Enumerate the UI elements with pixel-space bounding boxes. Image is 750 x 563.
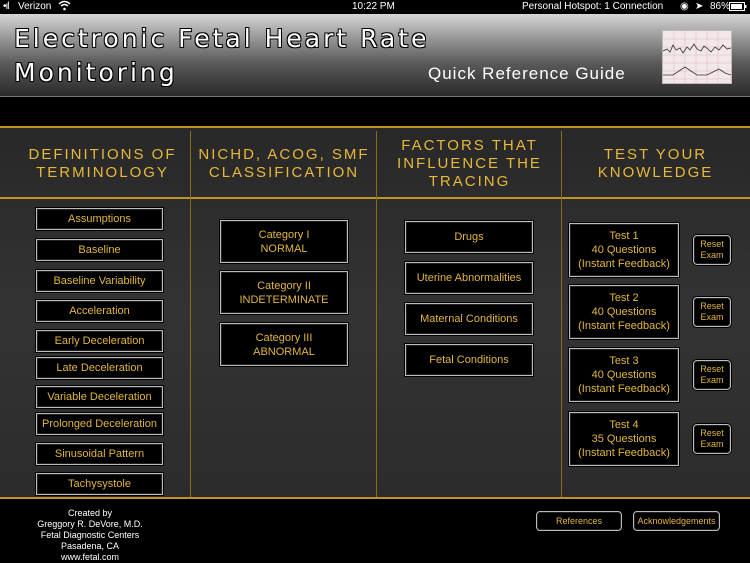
definition-prolonged-deceleration-button[interactable]: Prolonged Deceleration: [36, 413, 163, 435]
category-1-button[interactable]: Category I NORMAL: [220, 220, 348, 263]
carrier-name: Verizon: [18, 1, 52, 12]
heading-tests: TEST YOUR KNOWLEDGE: [597, 146, 714, 181]
column-divider: [190, 131, 191, 497]
test-3-button[interactable]: Test 3 40 Questions (Instant Feedback): [569, 348, 679, 402]
factor-maternal-conditions-button[interactable]: Maternal Conditions: [405, 303, 533, 335]
heading-definitions: DEFINITIONS OF TERMINOLOGY: [28, 146, 177, 181]
credits-block: [0, 508, 180, 563]
wifi-icon: [58, 0, 71, 14]
category-3-button[interactable]: Category III ABNORMAL: [220, 323, 348, 366]
app-header: [0, 14, 750, 97]
definition-sinusoidal-pattern-button[interactable]: Sinusoidal Pattern: [36, 443, 163, 465]
lock-rotation-icon: ◉: [680, 1, 689, 12]
column-divider: [376, 131, 377, 497]
test-1-button[interactable]: Test 1 40 Questions (Instant Feedback): [569, 223, 679, 277]
factor-drugs-button[interactable]: Drugs: [405, 221, 533, 253]
factor-uterine-abnormalities-button[interactable]: Uterine Abnormalities: [405, 262, 533, 294]
hotspot-status: Personal Hotspot: 1 Connection: [522, 1, 664, 12]
page-title-line1: Electronic Fetal Heart Rate: [14, 24, 430, 53]
page-subtitle: Quick Reference Guide: [428, 64, 626, 83]
ctg-trace-thumbnail: [662, 30, 732, 84]
battery-icon: [729, 2, 747, 14]
status-bar: [0, 0, 750, 14]
definition-assumptions-button[interactable]: Assumptions: [36, 208, 163, 230]
credits-website: www.fetal.com: [60, 552, 120, 562]
clock-time: 10:22 PM: [352, 1, 395, 12]
test-2-button[interactable]: Test 2 40 Questions (Instant Feedback): [569, 285, 679, 339]
page-title-line2: Monitoring: [14, 58, 178, 87]
reset-exam-1-button[interactable]: Reset Exam: [693, 235, 731, 265]
category-2-button[interactable]: Category II INDETERMINATE: [220, 271, 348, 314]
divider-bottom: [0, 497, 750, 499]
definition-late-deceleration-button[interactable]: Late Deceleration: [36, 357, 163, 379]
definition-acceleration-button[interactable]: Acceleration: [36, 300, 163, 322]
reset-exam-4-button[interactable]: Reset Exam: [693, 424, 731, 454]
location-icon: ➤: [695, 1, 704, 12]
definition-baseline-variability-button[interactable]: Baseline Variability: [36, 270, 163, 292]
credits-line: Pasadena, CA: [60, 541, 120, 551]
references-button[interactable]: References: [536, 511, 622, 531]
definition-variable-deceleration-button[interactable]: Variable Deceleration: [36, 386, 163, 408]
signal-bars-icon: •ıl: [3, 1, 9, 12]
test-4-button[interactable]: Test 4 35 Questions (Instant Feedback): [569, 412, 679, 466]
definition-tachysystole-button[interactable]: Tachysystole: [36, 473, 163, 495]
definition-early-deceleration-button[interactable]: Early Deceleration: [36, 330, 163, 352]
column-divider: [561, 131, 562, 497]
battery-percent: 86%: [710, 1, 731, 12]
reset-exam-2-button[interactable]: Reset Exam: [693, 297, 731, 327]
credits-author: Greggory R. DeVore, M.D.: [37, 519, 143, 529]
divider-headers: [0, 197, 750, 199]
credits-line: Created by: [67, 508, 113, 518]
heading-classification: NICHD, ACOG, SMF CLASSIFICATION: [198, 146, 370, 181]
acknowledgements-button[interactable]: Acknowledgements: [633, 511, 720, 531]
credits-line: Fetal Diagnostic Centers: [40, 530, 140, 540]
heading-factors: FACTORS THAT INFLUENCE THE TRACING: [397, 137, 542, 190]
factor-fetal-conditions-button[interactable]: Fetal Conditions: [405, 344, 533, 376]
definition-baseline-button[interactable]: Baseline: [36, 239, 163, 261]
reset-exam-3-button[interactable]: Reset Exam: [693, 360, 731, 390]
